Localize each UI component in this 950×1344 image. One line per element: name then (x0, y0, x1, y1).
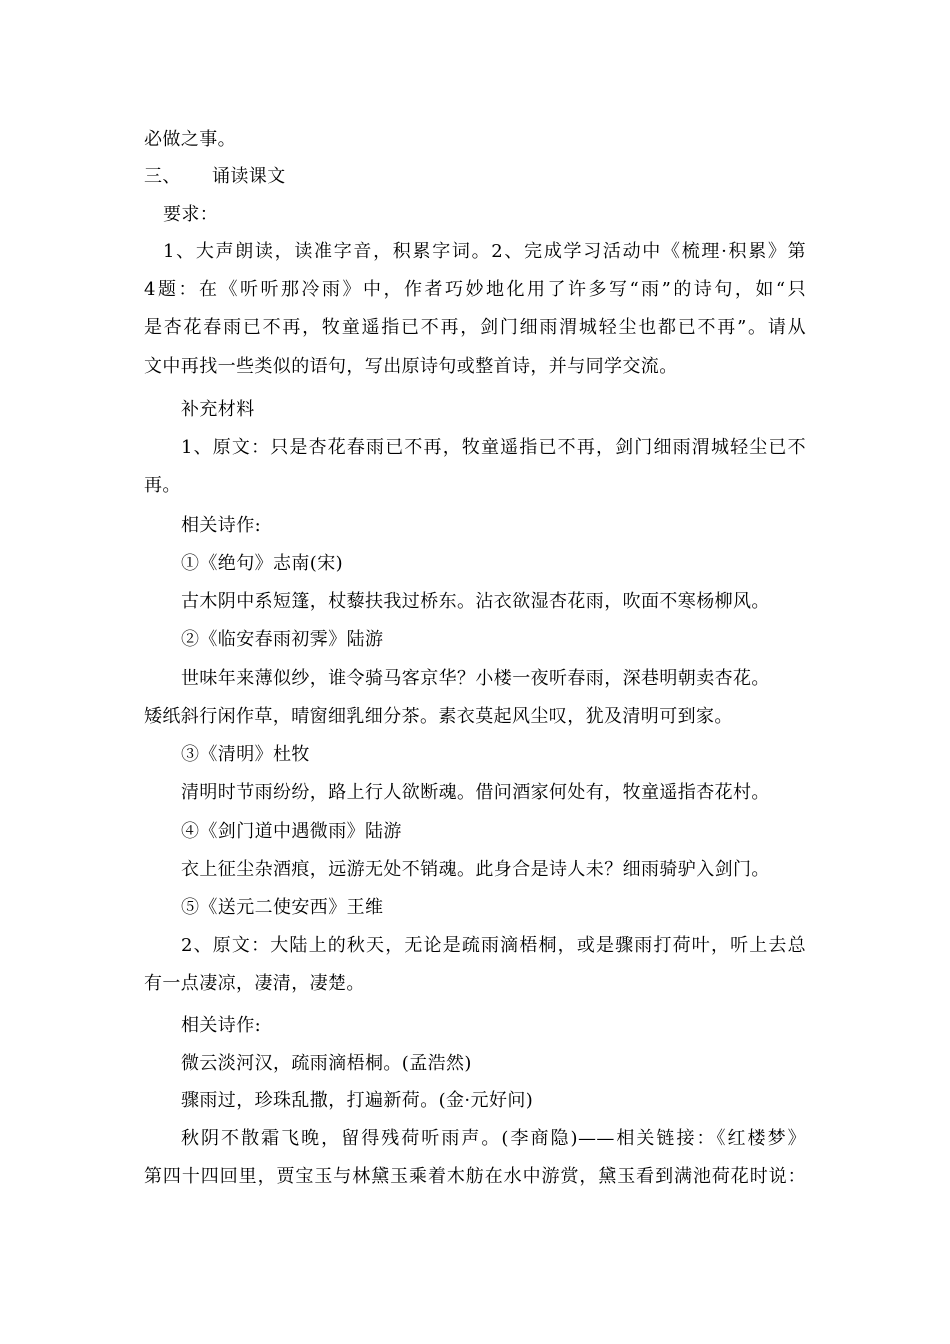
section-title: 诵读课文 (212, 166, 286, 187)
poem-line: 骤雨过，珍珠乱撒，打遍新荷。(金·元好问) (181, 1090, 534, 1111)
subheading: 补充材料 (181, 399, 255, 420)
paragraph-line: 再。 (144, 475, 181, 496)
poem-line: 清明时节雨纷纷，路上行人欲断魂。借问酒家何处有，牧童遥指杏花村。 (181, 782, 770, 803)
poem-line: 世味年来薄似纱，谁令骑马客京华？小楼一夜听春雨，深巷明朝卖杏花。 (181, 668, 770, 689)
paragraph-line: 1、大声朗读，读准字音，积累字词。2、完成学习活动中《梳理·积累》第 (163, 241, 806, 262)
section-heading (144, 165, 286, 189)
paragraph-line: 秋阴不散霜飞晚，留得残荷听雨声。(李商隐)——相关链接：《红楼梦》 (181, 1128, 806, 1149)
poem-title: ②《临安春雨初霁》陆游 (181, 629, 384, 650)
paragraph-line: 1、原文：只是杏花春雨已不再，牧童遥指已不再，剑门细雨渭城轻尘已不 (181, 437, 806, 458)
paragraph-line: 有一点凄凉，凄清，凄楚。 (144, 973, 365, 994)
poem-title: ⑤《送元二使安西》王维 (181, 897, 384, 918)
poem-title: ①《绝句》志南(宋) (181, 553, 344, 574)
poem-title: ④《剑门道中遇微雨》陆游 (181, 821, 402, 842)
section-number: 三、 (144, 166, 181, 187)
poem-line: 矮纸斜行闲作草，晴窗细乳细分茶。素衣莫起风尘叹，犹及清明可到家。 (144, 706, 733, 727)
paragraph-line: 4题：在《听听那冷雨》中，作者巧妙地化用了许多写“雨”的诗句，如“只 (144, 279, 806, 300)
poem-line: 衣上征尘杂酒痕，远游无处不销魂。此身合是诗人未？细雨骑驴入剑门。 (181, 859, 770, 880)
paragraph-line: 2、原文：大陆上的秋天，无论是疏雨滴梧桐，或是骤雨打荷叶，听上去总 (181, 935, 806, 956)
paragraph-line: 是杏花春雨已不再，牧童遥指已不再，剑门细雨渭城轻尘也都已不再”。请从 (144, 317, 806, 338)
text-line: 相关诗作: (181, 515, 262, 536)
text-line: 要求： (163, 204, 219, 225)
text-line: 相关诗作: (181, 1015, 262, 1036)
poem-line: 古木阴中系短篷，杖藜扶我过桥东。沾衣欲湿杏花雨，吹面不寒杨柳风。 (181, 591, 770, 612)
paragraph-line: 第四十四回里，贾宝玉与林黛玉乘着木舫在水中游赏，黛玉看到满池荷花时说： (144, 1166, 806, 1187)
poem-title: ③《清明》杜牧 (181, 744, 310, 765)
text-line: 必做之事。 (144, 129, 236, 150)
paragraph-line: 文中再找一些类似的语句，写出原诗句或整首诗，并与同学交流。 (144, 356, 678, 377)
poem-line: 微云淡河汉，疏雨滴梧桐。(孟浩然) (181, 1053, 472, 1074)
